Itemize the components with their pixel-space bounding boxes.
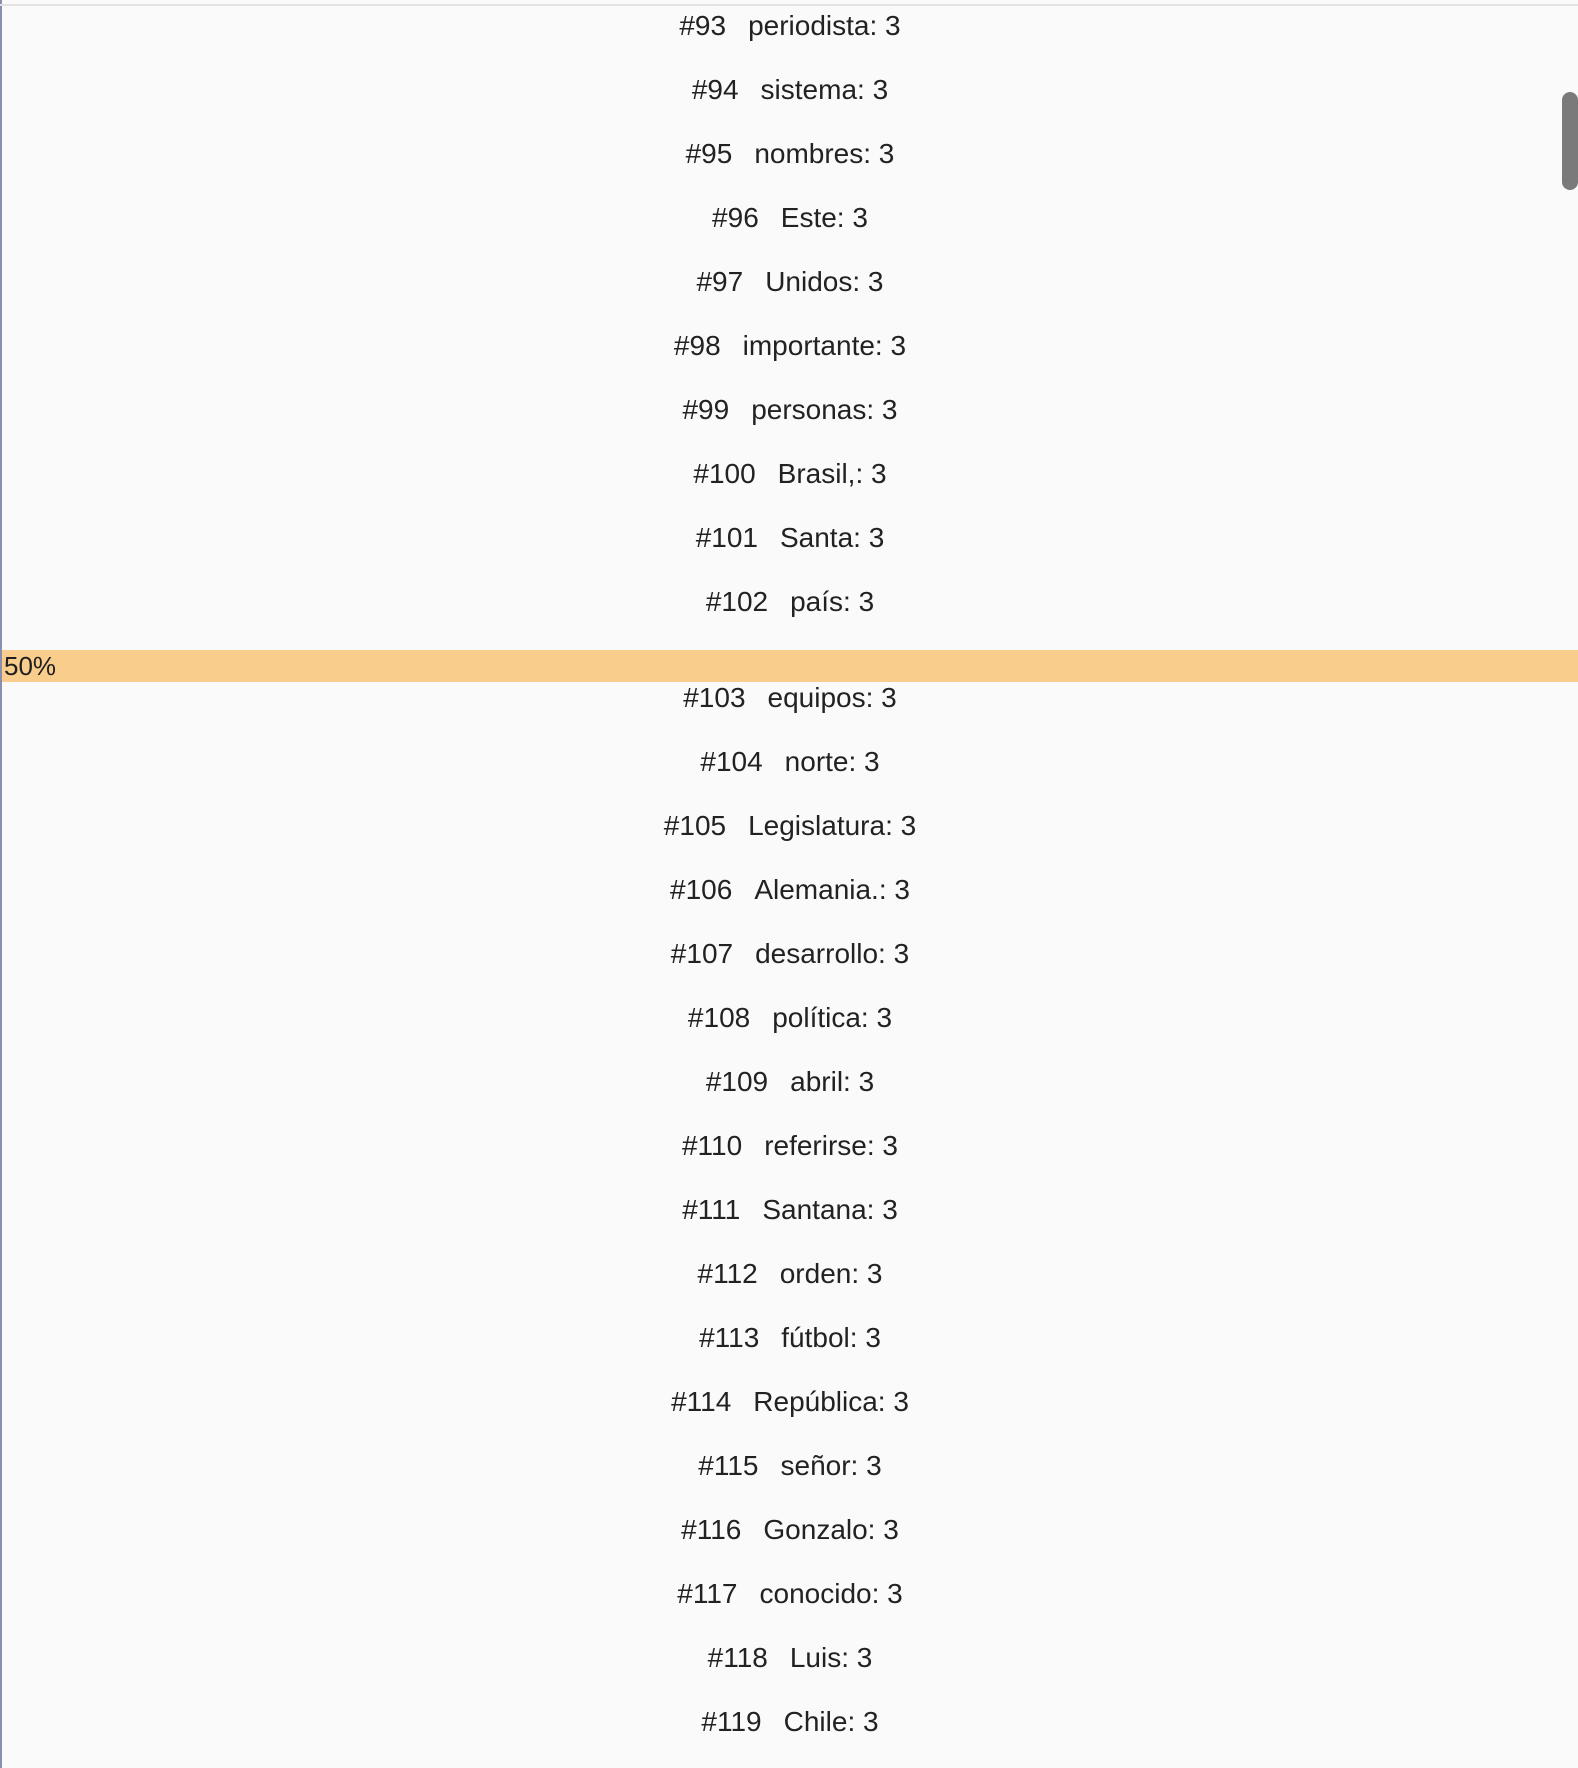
word-count: Luis: 3	[789, 1642, 873, 1673]
rank-label: #109	[705, 1066, 769, 1097]
rank-label: #108	[687, 1002, 751, 1033]
rank-label: #100	[693, 458, 756, 489]
word-count: país: 3	[790, 586, 875, 617]
rank-label: #97	[696, 266, 744, 297]
rank-label: #93	[679, 10, 727, 41]
word-count: Este: 3	[780, 202, 868, 233]
word-count: Alemania.: 3	[754, 874, 910, 905]
word-count: Santana: 3	[762, 1194, 898, 1225]
word-count: personas: 3	[751, 394, 898, 425]
list-item	[0, 1126, 1578, 1166]
rank-label: #112	[697, 1258, 758, 1289]
rank-label: #104	[700, 746, 763, 777]
rank-label: #111	[682, 1194, 741, 1225]
rank-label: #116	[681, 1514, 742, 1545]
word-count: fútbol: 3	[781, 1322, 881, 1353]
rank-label: #106	[670, 874, 733, 905]
list-item	[0, 134, 1578, 174]
word-count: Unidos: 3	[765, 266, 884, 297]
rank-label: #105	[663, 810, 727, 841]
rank-label: #102	[705, 586, 769, 617]
list-item	[0, 582, 1578, 622]
word-count: Legislatura: 3	[748, 810, 917, 841]
rank-label: #114	[671, 1386, 732, 1417]
list-item	[0, 1318, 1578, 1358]
word-count: referirse: 3	[764, 1130, 899, 1161]
word-count: norte: 3	[784, 746, 880, 777]
word-count: conocido: 3	[759, 1578, 903, 1609]
list-item	[0, 742, 1578, 782]
list-item	[0, 70, 1578, 110]
list-item	[0, 1382, 1578, 1422]
list-item	[0, 1510, 1578, 1550]
list-item	[0, 1638, 1578, 1678]
vertical-scrollbar-thumb[interactable]	[1562, 92, 1578, 190]
list-item	[0, 1254, 1578, 1294]
list-item	[0, 1702, 1578, 1742]
word-count: Santa: 3	[779, 522, 885, 553]
list-item	[0, 518, 1578, 558]
progress-label: 50%	[4, 651, 57, 681]
word-count: orden: 3	[779, 1258, 883, 1289]
list-item	[0, 454, 1578, 494]
word-count: Gonzalo: 3	[763, 1514, 899, 1545]
rank-label: #119	[701, 1706, 762, 1737]
word-count: desarrollo: 3	[755, 938, 910, 969]
word-count: periodista: 3	[748, 10, 901, 41]
rank-label: #101	[695, 522, 758, 553]
list-item	[0, 1190, 1578, 1230]
word-count: abril: 3	[790, 1066, 875, 1097]
list-item	[0, 6, 1578, 46]
word-count: Brasil,: 3	[777, 458, 887, 489]
rank-label: #96	[712, 202, 759, 233]
word-count: señor: 3	[780, 1450, 882, 1481]
list-item	[0, 198, 1578, 238]
list-item	[0, 806, 1578, 846]
word-count: importante: 3	[742, 330, 907, 361]
list-item	[0, 390, 1578, 430]
list-item	[0, 1062, 1578, 1102]
list-item	[0, 262, 1578, 302]
rank-label: #117	[677, 1578, 738, 1609]
list-item	[0, 1446, 1578, 1486]
word-count: República: 3	[753, 1386, 909, 1417]
list-item	[0, 934, 1578, 974]
rank-label: #107	[670, 938, 734, 969]
rank-label: #94	[691, 74, 739, 105]
word-count: sistema: 3	[760, 74, 889, 105]
list-item	[0, 870, 1578, 910]
rank-label: #113	[699, 1322, 760, 1353]
word-count: Chile: 3	[783, 1706, 879, 1737]
rank-label: #99	[682, 394, 730, 425]
list-item	[0, 998, 1578, 1038]
rank-label: #110	[681, 1130, 743, 1161]
word-count: nombres: 3	[754, 138, 895, 169]
word-count: equipos: 3	[767, 682, 897, 713]
list-item	[0, 1574, 1578, 1614]
progress-marker	[2, 650, 1578, 682]
rank-label: #103	[683, 682, 746, 713]
word-count: política: 3	[772, 1002, 893, 1033]
rank-label: #98	[673, 330, 721, 361]
list-item	[0, 326, 1578, 366]
rank-label: #95	[685, 138, 733, 169]
rank-label: #118	[707, 1642, 768, 1673]
rank-label: #115	[698, 1450, 759, 1481]
list-item	[0, 678, 1578, 718]
